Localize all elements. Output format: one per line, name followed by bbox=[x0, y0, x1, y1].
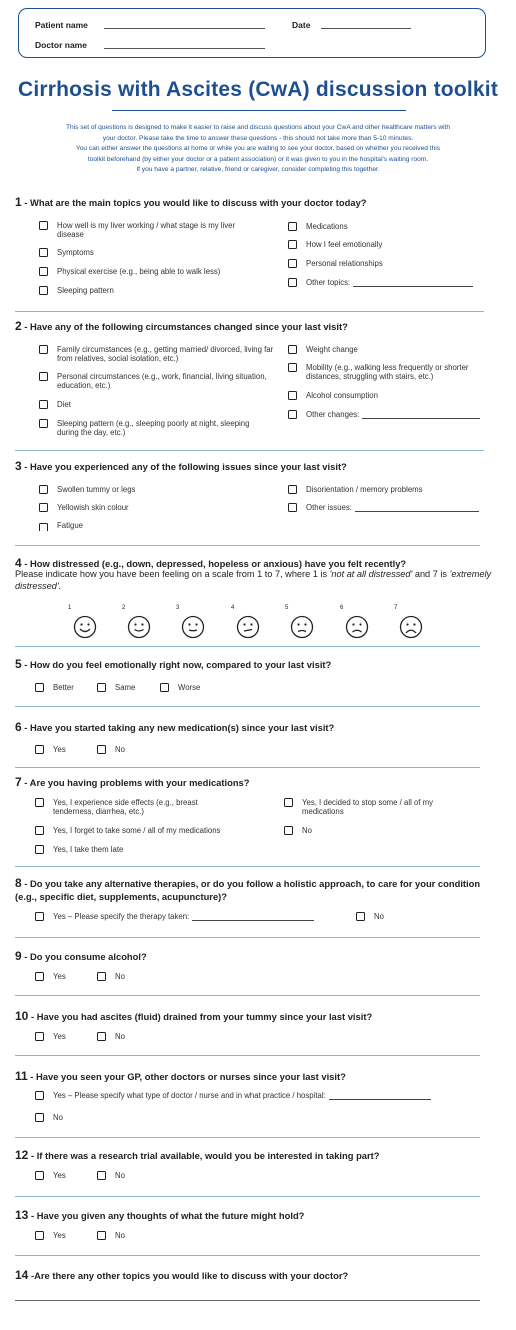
option-label: Yes bbox=[53, 972, 66, 981]
checkbox[interactable] bbox=[35, 1231, 44, 1240]
question-text: -Are there any other topics you would like to discuss with your doctor? bbox=[30, 1270, 349, 1281]
date-field[interactable] bbox=[321, 28, 411, 29]
question-4 bbox=[15, 556, 406, 570]
doctor-type-field[interactable] bbox=[329, 1099, 431, 1100]
option-sleeping-pattern-change[interactable] bbox=[39, 419, 259, 437]
option-other-changes[interactable] bbox=[288, 410, 480, 419]
checkbox[interactable] bbox=[35, 972, 44, 981]
checkbox[interactable] bbox=[288, 278, 297, 287]
separator bbox=[15, 995, 480, 996]
question-2 bbox=[15, 319, 348, 333]
option-fatigue[interactable] bbox=[39, 521, 83, 531]
intro-text bbox=[16, 123, 500, 176]
checkbox[interactable] bbox=[35, 745, 44, 754]
option-disorientation[interactable] bbox=[288, 485, 423, 494]
intro-line: You can either answer the questions at home or while you are waiting to see your doctor, based on whether you received this bbox=[75, 145, 441, 153]
option-label: Other changes: bbox=[306, 410, 360, 419]
question-10 bbox=[15, 1009, 372, 1023]
other-issues-field[interactable] bbox=[355, 511, 479, 512]
instruction-text: and 7 is bbox=[412, 569, 450, 579]
question-text: - How distressed (e.g., down, depressed, hopeless or anxious) have you felt recently? bbox=[24, 558, 407, 569]
checkbox[interactable] bbox=[288, 240, 297, 249]
option-no[interactable] bbox=[35, 1113, 63, 1122]
checkbox[interactable] bbox=[97, 972, 106, 981]
option-mobility[interactable] bbox=[288, 363, 494, 381]
separator bbox=[15, 545, 480, 546]
question-number: 11 bbox=[15, 1069, 28, 1083]
question-text: - Have you had ascites (fluid) drained from your tummy since your last visit? bbox=[30, 1011, 373, 1022]
checkbox[interactable] bbox=[97, 745, 106, 754]
question-number: 9 bbox=[15, 949, 22, 963]
option-label: No bbox=[115, 1171, 125, 1180]
question-text: - Are you having problems with your medications? bbox=[24, 777, 250, 788]
option-label: Alcohol consumption bbox=[306, 391, 378, 400]
checkbox[interactable] bbox=[35, 912, 44, 921]
option-label: No bbox=[302, 826, 312, 835]
checkbox[interactable] bbox=[288, 345, 297, 354]
question-text: - Have you seen your GP, other doctors or nurses since your last visit? bbox=[30, 1071, 346, 1082]
option-physical-exercise[interactable] bbox=[39, 267, 220, 276]
option-label: Other issues: bbox=[306, 503, 352, 512]
option-label: Physical exercise (e.g., being able to walk less) bbox=[57, 267, 221, 276]
option-label: No bbox=[115, 972, 125, 981]
option-label: No bbox=[115, 745, 125, 754]
option-label: Yes bbox=[53, 745, 66, 754]
question-number: 12 bbox=[15, 1148, 29, 1162]
option-yes[interactable] bbox=[35, 1171, 66, 1180]
option-label: Same bbox=[115, 683, 136, 692]
question-number: 14 bbox=[15, 1268, 29, 1282]
checkbox[interactable] bbox=[97, 1231, 106, 1240]
question-text: - Have you started taking any new medication(s) since your last visit? bbox=[24, 722, 335, 733]
checkbox[interactable] bbox=[39, 345, 48, 354]
question-6 bbox=[15, 720, 334, 734]
option-diet[interactable] bbox=[39, 400, 71, 409]
checkbox[interactable] bbox=[288, 222, 297, 231]
option-label: Yes bbox=[53, 1032, 66, 1041]
checkbox[interactable] bbox=[39, 372, 48, 381]
other-changes-field[interactable] bbox=[362, 418, 480, 419]
option-label: No bbox=[374, 912, 384, 921]
checkbox[interactable] bbox=[160, 683, 169, 692]
option-label: Fatigue bbox=[57, 521, 84, 530]
other-topics-field[interactable] bbox=[353, 286, 473, 287]
question-text: - Do you take any alternative therapies, or do you follow a holistic approach, to care for your condition (e.g., specific diet, supplements, acupuncture)? bbox=[15, 878, 481, 902]
question-number: 7 bbox=[15, 775, 22, 789]
question-number: 3 bbox=[15, 459, 22, 473]
checkbox[interactable] bbox=[35, 1091, 44, 1100]
question-number: 8 bbox=[15, 876, 22, 890]
option-yes[interactable] bbox=[35, 972, 66, 981]
instruction-text: Please indicate how you have been feeling on a scale from 1 to 7, where 1 is bbox=[15, 569, 330, 579]
question-1 bbox=[15, 195, 367, 209]
option-medications[interactable] bbox=[288, 222, 348, 231]
checkbox[interactable] bbox=[35, 1171, 44, 1180]
checkbox[interactable] bbox=[39, 400, 48, 409]
sad-face-icon[interactable] bbox=[345, 615, 369, 639]
very-sad-face-icon[interactable] bbox=[399, 615, 423, 639]
option-personal-relationships[interactable] bbox=[288, 259, 383, 268]
option-label: Sleeping pattern (e.g., sleeping poorly at night, sleeping during the day, etc.) bbox=[57, 419, 250, 437]
option-swollen-tummy[interactable] bbox=[39, 485, 135, 494]
scale-number: 2 bbox=[122, 605, 126, 611]
checkbox[interactable] bbox=[35, 1113, 44, 1122]
patient-name-field[interactable] bbox=[104, 28, 265, 29]
option-label: Disorientation / memory problems bbox=[306, 485, 423, 494]
separator bbox=[15, 1255, 480, 1256]
option-label: Personal relationships bbox=[306, 259, 383, 268]
question-number: 5 bbox=[15, 657, 22, 671]
option-label: Yes – Please specify the therapy taken: bbox=[53, 912, 190, 921]
option-liver-working[interactable] bbox=[39, 221, 249, 239]
question-text: - Have you experienced any of the following issues since your last visit? bbox=[24, 461, 347, 472]
checkbox[interactable] bbox=[35, 798, 44, 807]
option-label: Better bbox=[53, 683, 74, 692]
happy-face-icon[interactable] bbox=[127, 615, 151, 639]
option-no[interactable] bbox=[356, 912, 384, 921]
checkbox[interactable] bbox=[39, 523, 48, 531]
question-text: - How do you feel emotionally right now, compared to your last visit? bbox=[24, 659, 332, 670]
checkbox[interactable] bbox=[39, 503, 48, 512]
question-5 bbox=[15, 657, 331, 671]
separator bbox=[15, 646, 480, 647]
checkbox[interactable] bbox=[39, 485, 48, 494]
question-text: - Have you given any thoughts of what the future might hold? bbox=[30, 1210, 305, 1221]
option-label: Yes bbox=[53, 1171, 66, 1180]
question-number: 1 bbox=[15, 195, 22, 209]
date-label: Date bbox=[292, 20, 311, 30]
option-take-late[interactable] bbox=[35, 845, 123, 854]
separator bbox=[15, 1055, 480, 1056]
option-no[interactable] bbox=[97, 1032, 125, 1041]
patient-name-label: Patient name bbox=[35, 20, 88, 30]
scale-number: 3 bbox=[176, 605, 180, 611]
question-number: 4 bbox=[15, 556, 22, 570]
question-3 bbox=[15, 459, 347, 473]
separator bbox=[15, 1137, 480, 1138]
title-underline bbox=[112, 110, 406, 111]
option-forget-medications[interactable] bbox=[35, 826, 220, 835]
option-family-circumstances[interactable] bbox=[39, 345, 279, 363]
option-better[interactable] bbox=[35, 683, 74, 692]
question-text: - What are the main topics you would like to discuss with your doctor today? bbox=[24, 197, 367, 208]
option-label: No bbox=[115, 1231, 125, 1240]
question-number: 13 bbox=[15, 1208, 29, 1222]
checkbox[interactable] bbox=[35, 826, 44, 835]
option-label: Yes – Please specify what type of doctor / nurse and in what practice / hospital: bbox=[53, 1091, 326, 1100]
scale-number: 5 bbox=[285, 605, 289, 611]
checkbox[interactable] bbox=[288, 503, 297, 512]
slightly-sad-face-icon[interactable] bbox=[290, 615, 314, 639]
option-label: Yellowish skin colour bbox=[57, 503, 129, 512]
option-label: Medications bbox=[306, 222, 348, 231]
option-no[interactable] bbox=[97, 1171, 125, 1180]
option-label: Symptoms bbox=[57, 248, 94, 257]
option-yes[interactable] bbox=[35, 745, 66, 754]
checkbox[interactable] bbox=[35, 683, 44, 692]
scale-number: 6 bbox=[340, 605, 344, 611]
checkbox[interactable] bbox=[356, 912, 365, 921]
instruction-high-anchor: 'extremely distressed'. bbox=[15, 569, 492, 591]
doctor-name-label: Doctor name bbox=[35, 40, 87, 50]
intro-line: toolkit beforehand (by either your doctor or a patient association) or it was given to you in the hospital's waiting room. bbox=[87, 155, 429, 163]
separator bbox=[15, 311, 484, 312]
question-12 bbox=[15, 1148, 380, 1162]
checkbox[interactable] bbox=[284, 798, 293, 807]
option-yes-therapy[interactable] bbox=[35, 912, 314, 921]
page-title: Cirrhosis with Ascites (CwA) discussion toolkit bbox=[17, 78, 499, 101]
separator bbox=[15, 866, 480, 867]
checkbox[interactable] bbox=[288, 363, 297, 372]
question-7 bbox=[15, 775, 250, 789]
scale-number: 7 bbox=[394, 605, 398, 611]
checkbox[interactable] bbox=[284, 826, 293, 835]
option-label: Sleeping pattern bbox=[57, 286, 114, 295]
checkbox[interactable] bbox=[97, 683, 106, 692]
question-text: - If there was a research trial available, would you be interested in taking part? bbox=[30, 1150, 380, 1161]
instruction-low-anchor: 'not at all distressed' bbox=[329, 569, 413, 579]
option-no[interactable] bbox=[97, 745, 125, 754]
option-yellowish-skin[interactable] bbox=[39, 503, 129, 512]
patient-info-box bbox=[18, 8, 486, 58]
separator bbox=[15, 1196, 480, 1197]
question-number: 10 bbox=[15, 1009, 29, 1023]
checkbox[interactable] bbox=[35, 845, 44, 854]
option-other-topics[interactable] bbox=[288, 278, 473, 287]
other-topics-answer-line[interactable] bbox=[15, 1300, 480, 1301]
option-alcohol-consumption[interactable] bbox=[288, 391, 378, 400]
option-label: Personal circumstances (e.g., work, financial, living situation, education, etc.) bbox=[57, 372, 267, 390]
option-yes[interactable] bbox=[35, 1032, 66, 1041]
checkbox[interactable] bbox=[39, 248, 48, 257]
option-no[interactable] bbox=[97, 1231, 125, 1240]
question-text: - Have any of the following circumstances changed since your last visit? bbox=[24, 321, 348, 332]
separator bbox=[15, 937, 480, 938]
option-label: Mobility (e.g., walking less frequently or shorter distances, struggling with stairs, etc.) bbox=[306, 363, 469, 381]
checkbox[interactable] bbox=[97, 1171, 106, 1180]
option-label: How I feel emotionally bbox=[306, 240, 383, 249]
checkbox[interactable] bbox=[39, 419, 48, 428]
option-label: Yes, I decided to stop some / all of my medications bbox=[302, 798, 434, 816]
option-label: Worse bbox=[178, 683, 201, 692]
option-label: Yes, I take them late bbox=[53, 845, 124, 854]
neutral-face-icon[interactable] bbox=[236, 615, 260, 639]
checkbox[interactable] bbox=[35, 1032, 44, 1041]
question-8 bbox=[15, 877, 485, 903]
option-label: Weight change bbox=[306, 345, 358, 354]
option-no[interactable] bbox=[284, 826, 312, 835]
question-number: 6 bbox=[15, 720, 22, 734]
scale-number: 4 bbox=[231, 605, 235, 611]
checkbox[interactable] bbox=[39, 221, 48, 230]
option-label: Family circumstances (e.g., getting married/ divorced, living far from relatives, social isolation, etc.) bbox=[57, 345, 274, 363]
therapy-field[interactable] bbox=[192, 920, 314, 921]
option-label: Swollen tummy or legs bbox=[57, 485, 136, 494]
option-label: No bbox=[53, 1113, 63, 1122]
option-label: No bbox=[115, 1032, 125, 1041]
option-yes[interactable] bbox=[35, 1231, 66, 1240]
checkbox[interactable] bbox=[97, 1032, 106, 1041]
question-13 bbox=[15, 1208, 304, 1222]
option-other-issues[interactable] bbox=[288, 503, 479, 512]
scale-number: 1 bbox=[68, 605, 72, 611]
option-no[interactable] bbox=[97, 972, 125, 981]
option-personal-circumstances[interactable] bbox=[39, 372, 269, 390]
intro-line: your doctor. Please take the time to answer these questions - this should not take more than 5-10 minutes. bbox=[102, 134, 414, 142]
option-side-effects[interactable] bbox=[35, 798, 235, 816]
question-number: 2 bbox=[15, 319, 22, 333]
option-yes-doctor[interactable] bbox=[35, 1091, 431, 1100]
checkbox[interactable] bbox=[39, 286, 48, 295]
option-symptoms[interactable] bbox=[39, 248, 94, 257]
option-same[interactable] bbox=[97, 683, 135, 692]
slightly-happy-face-icon[interactable] bbox=[181, 615, 205, 639]
option-label: Yes, I experience side effects (e.g., breast tenderness, diarrhea, etc.) bbox=[53, 798, 198, 816]
separator bbox=[15, 450, 484, 451]
option-worse[interactable] bbox=[160, 683, 200, 692]
option-feel-emotionally[interactable] bbox=[288, 240, 382, 249]
option-sleeping-pattern[interactable] bbox=[39, 286, 114, 295]
intro-line: This set of questions is designed to make it easier to raise and discuss questions about your CwA and other healthcare matters with bbox=[65, 124, 451, 131]
option-stopped-medications[interactable] bbox=[284, 798, 474, 816]
question-14 bbox=[15, 1268, 348, 1282]
checkbox[interactable] bbox=[288, 259, 297, 268]
option-label: Diet bbox=[57, 400, 71, 409]
option-label: Yes, I forget to take some / all of my medications bbox=[53, 826, 221, 835]
checkbox[interactable] bbox=[288, 485, 297, 494]
separator bbox=[15, 706, 480, 707]
option-label: Yes bbox=[53, 1231, 66, 1240]
option-label: Other topics: bbox=[306, 278, 351, 287]
doctor-name-field[interactable] bbox=[104, 48, 265, 49]
checkbox[interactable] bbox=[39, 267, 48, 276]
option-weight-change[interactable] bbox=[288, 345, 358, 354]
question-11 bbox=[15, 1069, 346, 1083]
checkbox[interactable] bbox=[288, 410, 297, 419]
intro-line: If you have a partner, relative, friend or caregiver, consider completing this together. bbox=[136, 166, 380, 174]
question-text: - Do you consume alcohol? bbox=[24, 951, 147, 962]
very-happy-face-icon[interactable] bbox=[73, 615, 97, 639]
checkbox[interactable] bbox=[288, 391, 297, 400]
question-4-instructions bbox=[15, 569, 495, 593]
separator bbox=[15, 767, 480, 768]
option-label: How well is my liver working / what stage is my liver disease bbox=[57, 221, 236, 239]
question-9 bbox=[15, 949, 147, 963]
